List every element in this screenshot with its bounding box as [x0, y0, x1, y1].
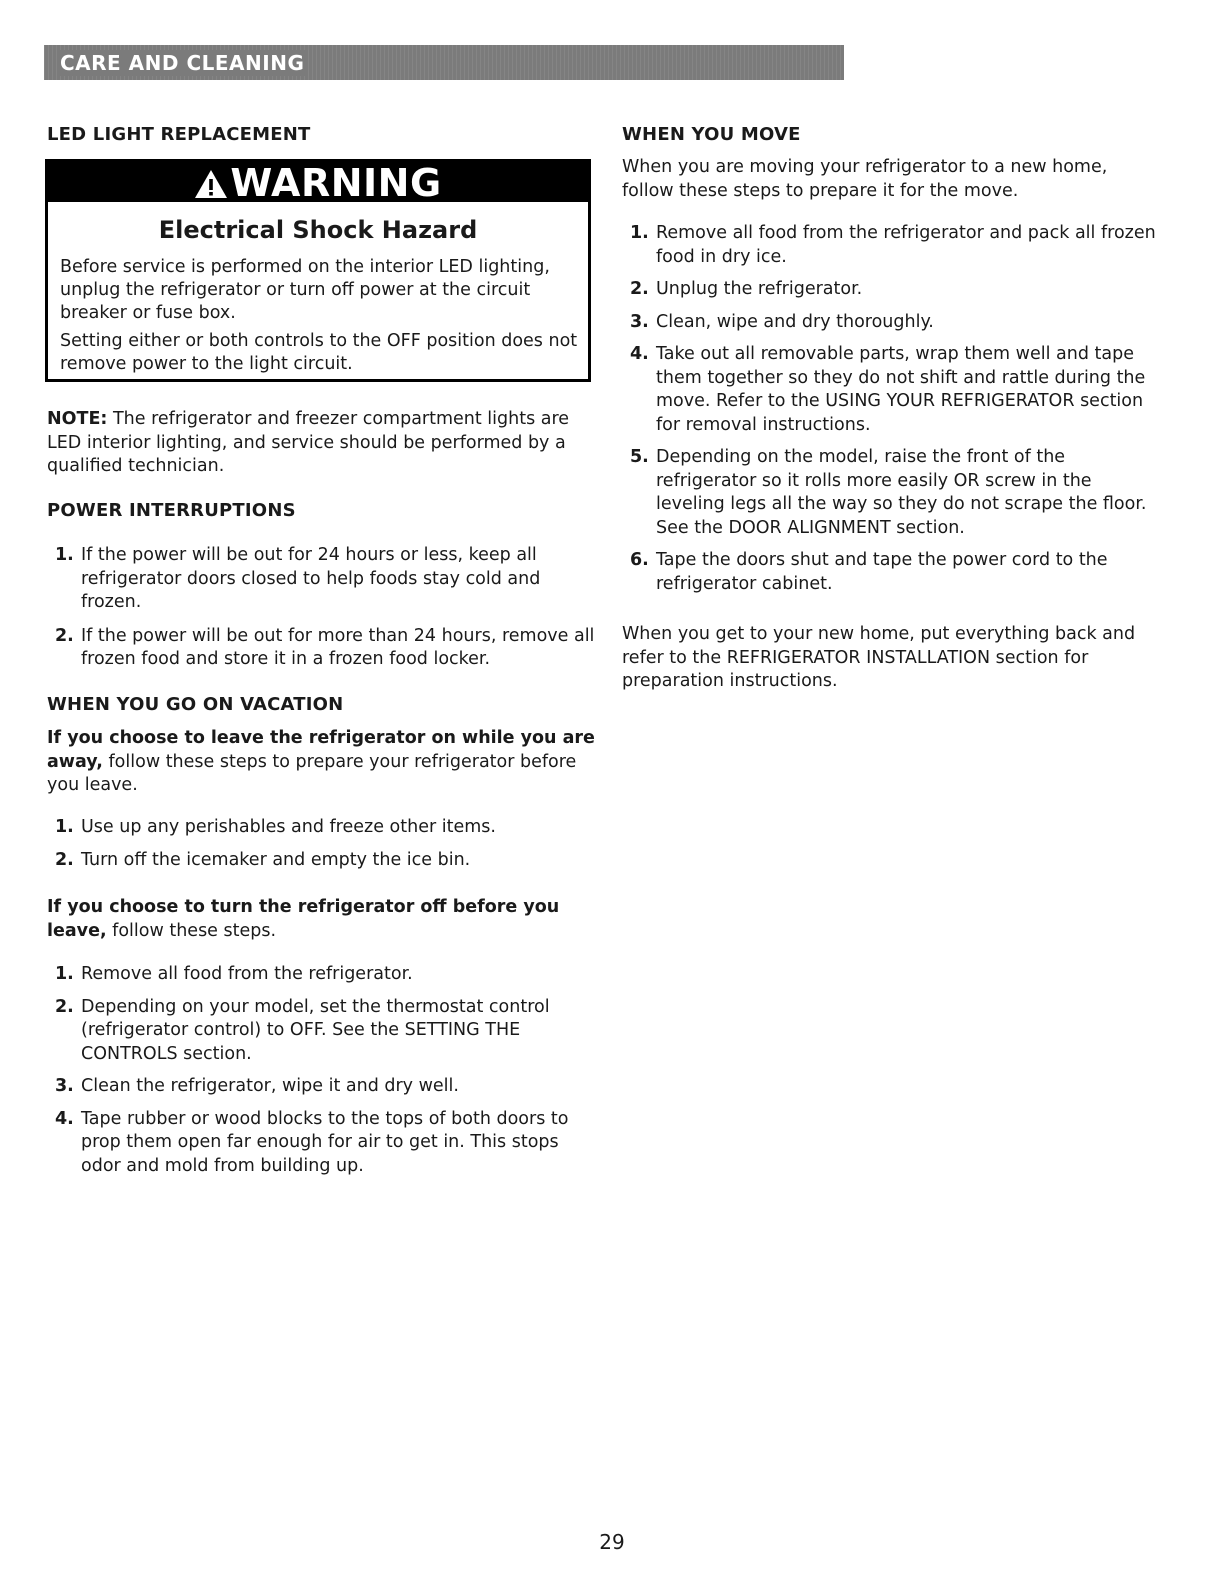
section-title: CARE AND CLEANING	[58, 50, 308, 76]
warning-title: Electrical Shock Hazard	[158, 216, 478, 244]
step-text: section.	[177, 1043, 252, 1064]
vacation-intro-on	[47, 727, 595, 798]
list-item	[47, 849, 595, 873]
step-number: 1.	[55, 545, 74, 565]
step-text: Remove all food from the refrigerator.	[81, 964, 413, 984]
step-number: 1.	[630, 223, 649, 243]
list-item	[47, 1108, 587, 1179]
list-item	[47, 996, 587, 1067]
step-text: Turn off the icemaker and empty the ice bin.	[81, 849, 471, 870]
move-steps	[622, 222, 1162, 596]
vacation-intro-off-bold: If you choose to turn the refrigerator off before you leave,	[47, 897, 560, 941]
step-number: 1.	[55, 817, 74, 837]
list-item	[622, 222, 1162, 269]
note-label: NOTE:	[47, 409, 108, 429]
vacation-off-steps	[47, 963, 587, 1178]
list-item	[622, 343, 1162, 437]
step-number: 4.	[630, 344, 649, 364]
move-intro: When you are moving your refrigerator to a new home, follow these steps to prepare it for the move.	[622, 157, 1108, 201]
note-paragraph	[47, 408, 595, 479]
step-number: 6.	[630, 550, 649, 570]
section-reference: REFRIGERATOR INSTALLATION	[726, 647, 991, 668]
step-text: If the power will be out for 24 hours or less, keep all refrigerator doors closed to help foods stay cold and frozen.	[81, 545, 541, 612]
vacation-heading: WHEN YOU GO ON VACATION	[47, 694, 344, 715]
step-number: 5.	[630, 447, 649, 467]
section-reference: DOOR ALIGNMENT	[728, 517, 891, 538]
step-text: Tape the doors shut and tape the power cord to the refrigerator cabinet.	[656, 550, 1108, 594]
step-text: section.	[890, 517, 965, 538]
section-reference: SETTING THE CONTROLS	[81, 1020, 521, 1064]
step-number: 4.	[55, 1108, 74, 1129]
vacation-intro-off-text: follow these steps.	[106, 920, 277, 941]
section-reference: USING YOUR REFRIGERATOR	[825, 391, 1075, 411]
warning-box	[45, 159, 591, 382]
step-text: Clean the refrigerator, wipe it and dry well.	[81, 1076, 459, 1096]
list-item	[47, 625, 595, 672]
list-item	[47, 544, 595, 615]
step-text: If the power will be out for more than 24 hours, remove all frozen food and store it in a frozen food locker.	[81, 625, 595, 669]
power-heading: POWER INTERRUPTIONS	[47, 500, 296, 521]
step-number: 3.	[55, 1076, 74, 1096]
list-item	[622, 278, 1162, 302]
vacation-intro-on-text: follow these steps to prepare your refrigerator before you leave.	[47, 751, 577, 795]
move-heading: WHEN YOU MOVE	[622, 124, 801, 145]
vacation-on-steps	[47, 816, 595, 872]
step-text: section for removal instructions.	[656, 391, 1144, 435]
list-item	[622, 549, 1162, 596]
list-item	[47, 1075, 587, 1099]
list-item	[622, 446, 1162, 540]
led-heading: LED LIGHT REPLACEMENT	[47, 124, 311, 145]
move-outro-text: When you get to your new home, put everything back and refer to the	[622, 624, 1136, 668]
vacation-intro-off	[47, 896, 595, 943]
step-text: Depending on the model, raise the front of the refrigerator so it rolls more easily OR screw in the leveling legs all the way so they do not scrape the floor. See the	[656, 447, 1147, 538]
move-outro-text: section for preparation instructions.	[622, 647, 1089, 691]
step-text: Clean, wipe and dry thoroughly.	[656, 311, 934, 332]
warning-text-2: Setting either or both controls to the OFF position does not remove power to the light circuit.	[60, 331, 578, 374]
note-text: The refrigerator and freezer compartment lights are LED interior lighting, and service should be performed by a qualified technician.	[47, 409, 570, 476]
step-text: Remove all food from the refrigerator and pack all frozen food in dry ice.	[656, 223, 1156, 267]
warning-text-1: Before service is performed on the interior LED lighting, unplug the refrigerator or turn off power at the circuit breaker or fuse box.	[60, 257, 550, 323]
step-number: 1.	[55, 964, 74, 984]
step-number: 2.	[55, 625, 74, 646]
step-number: 3.	[630, 311, 649, 332]
list-item	[622, 311, 1162, 335]
warning-banner	[48, 161, 588, 205]
warning-label: WARNING	[230, 161, 442, 205]
step-number: 2.	[55, 996, 74, 1017]
move-outro	[622, 623, 1172, 694]
list-item	[47, 816, 595, 840]
step-text: Take out all removable parts, wrap them well and tape them together so they do not shift and rattle during the move. Refer to the	[656, 344, 1146, 411]
power-steps	[47, 544, 595, 672]
step-text: Unplug the refrigerator.	[656, 279, 863, 299]
step-number: 2.	[55, 849, 74, 870]
step-text: Use up any perishables and freeze other items.	[81, 817, 496, 837]
step-number: 2.	[630, 279, 649, 299]
step-text: Tape rubber or wood blocks to the tops of both doors to prop them open far enough for air to get in. This stops odor and mold from building up.	[81, 1108, 569, 1176]
list-item	[47, 963, 587, 987]
step-text: Depending on your model, set the thermostat control (refrigerator control) to OFF. See the	[81, 996, 550, 1040]
vacation-intro-on-bold: If you choose to leave the refrigerator on while you are away,	[47, 728, 595, 772]
warning-triangle-icon	[194, 169, 228, 199]
page-number: 29	[599, 1530, 625, 1554]
